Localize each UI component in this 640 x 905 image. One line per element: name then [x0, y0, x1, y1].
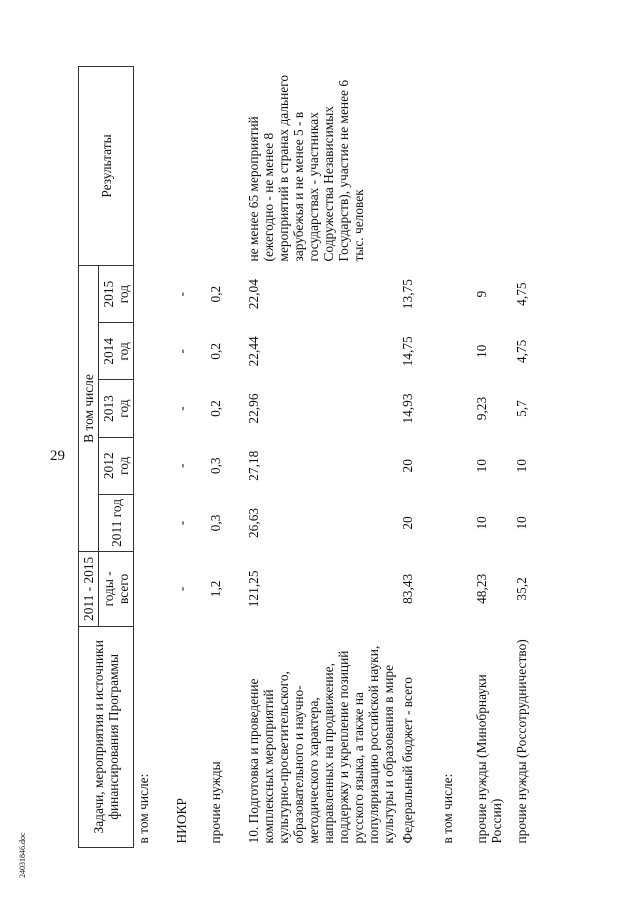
table-row [134, 67, 172, 848]
row-label: Федеральный бюджет - всего [399, 677, 415, 844]
row-value-2012 [134, 437, 172, 494]
row-value-2015: 4,75 [513, 282, 529, 306]
row-value-2014 [134, 323, 172, 380]
header-year-2015: 2015 год [99, 266, 134, 323]
row-result [472, 67, 512, 266]
row-result [512, 67, 552, 266]
row-label: в том числе: [439, 773, 455, 844]
row-value-2014 [438, 323, 472, 380]
row-value-2012: 0,3 [207, 457, 223, 475]
row-total: 83,43 [399, 573, 415, 604]
row-total: 1,2 [207, 580, 223, 598]
row-value-2015 [438, 266, 472, 323]
row-value-2015 [134, 266, 172, 323]
row-value-2011: 10 [473, 516, 489, 530]
header-period: 2011 - 2015 [79, 552, 99, 627]
page-number: 29 [50, 448, 65, 464]
row-value-2011: 10 [513, 516, 529, 530]
row-value-2013: 9,23 [473, 396, 489, 421]
row-value-2013 [134, 380, 172, 437]
row-value-2011: 0,3 [207, 514, 223, 532]
rotated-table-container [78, 66, 560, 848]
row-value-2014: 22,44 [245, 336, 261, 367]
header-year-2014: 2014 год [99, 323, 134, 380]
row-value-2014: 4,75 [513, 339, 529, 364]
row-total: 121,25 [245, 570, 261, 608]
header-year-2012: 2012 год [99, 437, 134, 494]
row-value-2013: 5,7 [513, 400, 529, 417]
row-value-2014: 0,2 [207, 342, 223, 360]
row-value-2013 [438, 380, 472, 437]
document-file-note: 24031846.doc [18, 832, 27, 878]
row-total: 48,23 [473, 573, 489, 604]
row-value-2012: - [173, 463, 189, 468]
table-row [472, 67, 512, 848]
row-result [134, 67, 172, 266]
row-total [134, 552, 172, 627]
row-result [206, 67, 244, 266]
row-label: прочие нужды [207, 761, 223, 844]
row-result: не менее 65 мероприятий (ежегодно - не менее 8 мероприятий в странах дальнего зарубежья и не менее 5 - в государствах - участниках Содружества Независимых Государств), участие не менее 6 тыс. человек [245, 74, 366, 262]
row-value-2012: 20 [399, 459, 415, 473]
header-tasks: Задачи, мероприятия и источники финансирования Программы [79, 626, 134, 847]
row-value-2011 [438, 494, 472, 551]
row-value-2012: 10 [513, 459, 529, 473]
row-value-2011: 26,63 [245, 507, 261, 539]
row-value-2014: - [173, 349, 189, 354]
row-label: 10. Подготовка и проведение комплексных мероприятий культурно-просветительского, образовательного и научно-методического характера, направленных на продвижение, поддержку и укрепление позиций русского языка, а также на популяризацию российской науки, культуры и образования в мире [245, 645, 396, 844]
table-row [244, 67, 398, 848]
row-value-2015: 9 [473, 290, 489, 298]
header-results: Результаты [79, 67, 134, 266]
table-row [512, 67, 552, 848]
row-label: прочие нужды (Россотрудничество) [513, 639, 529, 844]
table-row [206, 67, 244, 848]
program-table [78, 66, 552, 848]
table-row [172, 67, 206, 848]
row-value-2014: 10 [473, 344, 489, 359]
row-value-2015: 0,2 [207, 285, 223, 303]
table-row [438, 67, 472, 848]
row-value-2012: 10 [473, 459, 489, 473]
row-value-2012 [438, 437, 472, 494]
row-value-2015: - [173, 291, 189, 297]
row-value-2012: 27,18 [245, 450, 261, 481]
row-value-2013: 0,2 [207, 400, 223, 417]
row-total: - [173, 586, 189, 592]
header-including: В том числе [79, 266, 99, 552]
row-result [172, 67, 206, 266]
row-value-2013: 22,96 [245, 393, 261, 424]
row-value-2015: 13,75 [399, 279, 415, 310]
row-label: в том числе: [136, 773, 151, 844]
table-body [134, 67, 552, 848]
row-value-2014: 14,75 [399, 336, 415, 367]
row-result [438, 67, 472, 266]
row-value-2011: 20 [399, 516, 415, 530]
table-row [398, 67, 438, 848]
row-total: 35,2 [513, 577, 529, 601]
row-value-2011: - [173, 520, 189, 526]
row-label: прочие нужды (Минобрнауки России) [473, 674, 504, 844]
header-total: годы - всего [99, 552, 134, 627]
header-year-2011: 2011 год [99, 494, 134, 551]
row-label: НИОКР [173, 798, 189, 844]
row-value-2013: - [173, 406, 189, 411]
row-value-2013: 14,93 [399, 393, 415, 424]
row-result [398, 67, 438, 266]
row-value-2011 [134, 494, 172, 551]
row-total [438, 552, 472, 627]
header-year-2013: 2013 год [99, 380, 134, 437]
row-value-2015: 22,04 [245, 279, 261, 310]
